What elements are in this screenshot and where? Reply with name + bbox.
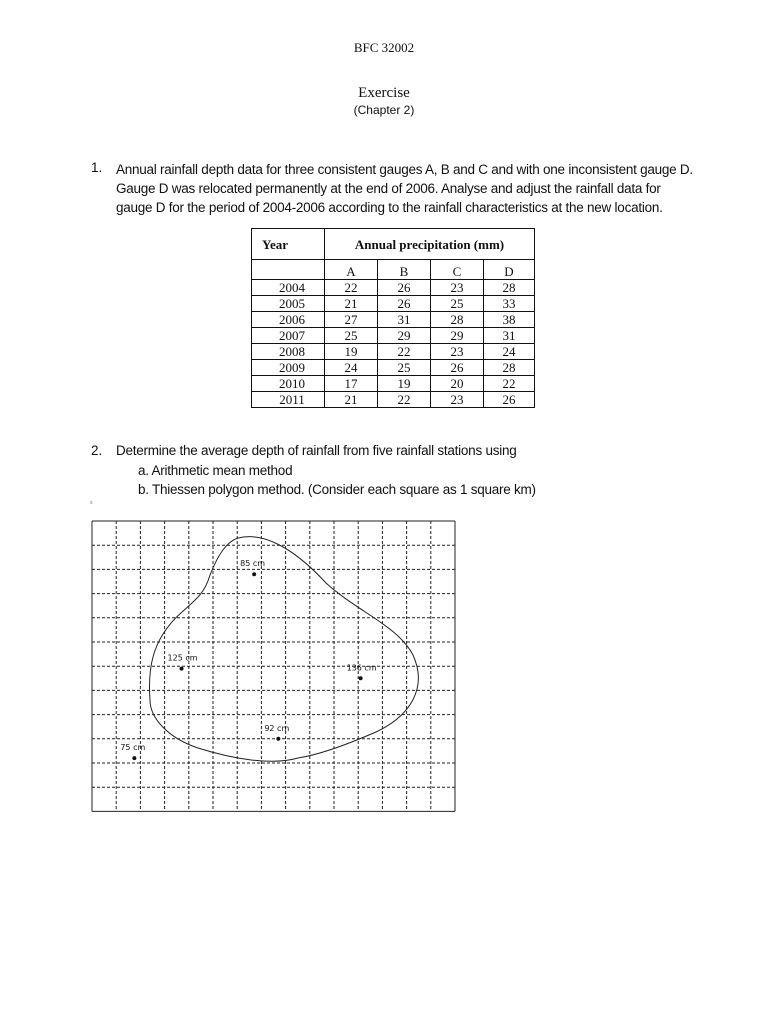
value-cell: 26: [378, 296, 431, 312]
page-title: Exercise: [358, 85, 410, 101]
value-cell: 23: [431, 392, 484, 408]
value-cell: 23: [431, 344, 484, 360]
year-cell: 2005: [252, 296, 325, 312]
station-label: 92 cm: [264, 723, 290, 733]
value-cell: 31: [484, 328, 535, 344]
column-header-b: B: [378, 260, 431, 280]
value-cell: 38: [484, 312, 535, 328]
question-2-number: 2.: [91, 443, 103, 458]
value-cell: 22: [378, 344, 431, 360]
value-cell: 21: [325, 392, 378, 408]
station-point: [180, 667, 184, 671]
column-header-c: C: [431, 260, 484, 280]
column-header-d: D: [484, 260, 535, 280]
question-2-text: Determine the average depth of rainfall from five rainfall stations using: [116, 443, 517, 458]
value-cell: 20: [431, 376, 484, 392]
value-cell: 24: [484, 344, 535, 360]
year-cell: 2011: [252, 392, 325, 408]
page-subtitle: (Chapter 2): [353, 103, 415, 117]
station-point: [132, 756, 136, 760]
value-cell: 31: [378, 312, 431, 328]
year-cell: 2004: [252, 280, 325, 296]
course-code: BFC 32002: [353, 40, 415, 55]
stations: [120, 559, 376, 760]
station-point: [252, 572, 256, 576]
year-cell: 2009: [252, 360, 325, 376]
year-cell: 2006: [252, 312, 325, 328]
stray-mark: s: [90, 500, 93, 506]
station-label: 75 cm: [120, 743, 146, 753]
value-cell: 25: [325, 328, 378, 344]
value-cell: 17: [325, 376, 378, 392]
question-1-text: Annual rainfall depth data for three consistent gauges A, B and C and with one inconsistent gauge D. Gauge D was relocated permanently at the end of 2006. Analyse and adjust the rainfall data for gauge D for the period of 2004-2006 according to the rainfall characteristics at the new location.: [116, 162, 693, 215]
year-cell: 2008: [252, 344, 325, 360]
value-cell: 23: [431, 280, 484, 296]
value-cell: 29: [431, 328, 484, 344]
value-cell: 28: [484, 280, 535, 296]
year-header: Year: [252, 229, 325, 260]
year-cell: 2010: [252, 376, 325, 392]
value-cell: 22: [378, 392, 431, 408]
column-header-a: A: [325, 260, 378, 280]
value-cell: 21: [325, 296, 378, 312]
annual-precipitation-header: Annual precipitation (mm): [325, 229, 535, 260]
station-point: [276, 737, 280, 741]
value-cell: 28: [431, 312, 484, 328]
year-cell: 2007: [252, 328, 325, 344]
value-cell: 26: [431, 360, 484, 376]
value-cell: 28: [484, 360, 535, 376]
value-cell: 25: [431, 296, 484, 312]
station-label: 136 cm: [346, 663, 377, 673]
station-label: 125 cm: [167, 653, 198, 663]
question-2-part-b: b. Thiessen polygon method. (Consider each square as 1 square km): [138, 482, 536, 497]
value-cell: 33: [484, 296, 535, 312]
station-point: [359, 676, 363, 680]
value-cell: 19: [378, 376, 431, 392]
value-cell: 22: [325, 280, 378, 296]
grid-lines: [92, 521, 455, 811]
station-label: 85 cm: [240, 559, 266, 569]
value-cell: 27: [325, 312, 378, 328]
value-cell: 19: [325, 344, 378, 360]
question-1-number: 1.: [91, 160, 103, 175]
value-cell: 26: [378, 280, 431, 296]
value-cell: 29: [378, 328, 431, 344]
question-2-part-a: a. Arithmetic mean method: [138, 463, 293, 478]
value-cell: 25: [378, 360, 431, 376]
value-cell: 26: [484, 392, 535, 408]
value-cell: 22: [484, 376, 535, 392]
value-cell: 24: [325, 360, 378, 376]
